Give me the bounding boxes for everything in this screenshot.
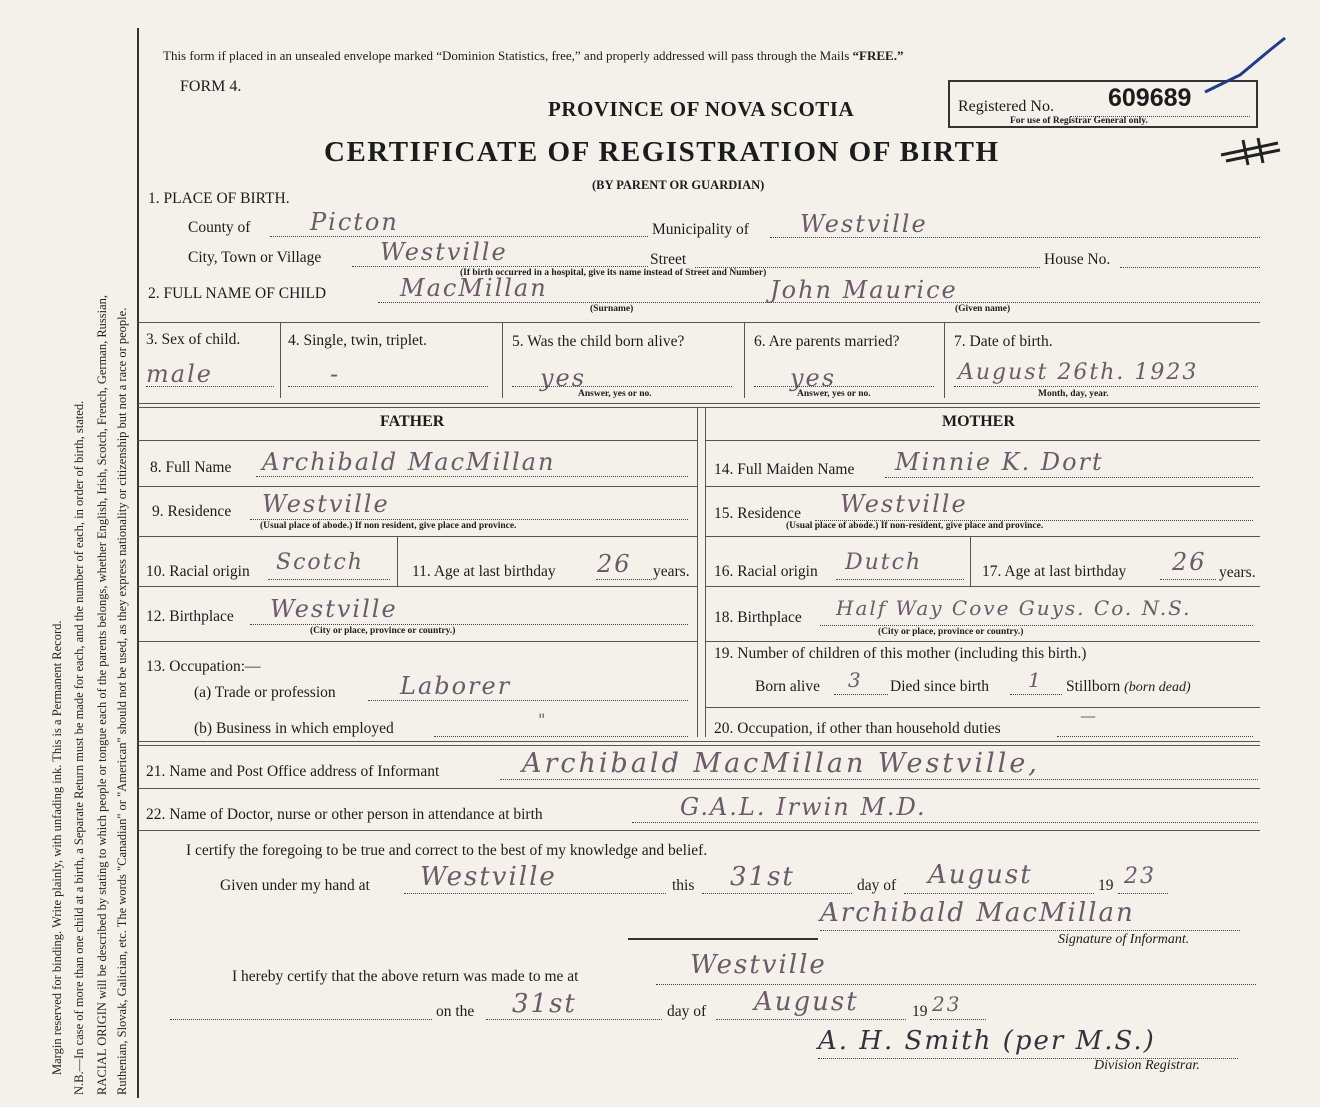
margin-note-racial-origin: RACIAL ORIGIN will be described by stating to which people or tongue each of the parents belongs, whether English, Irish, Scotch, French, German, Russian, bbox=[95, 294, 109, 1095]
given-day-value: 31st bbox=[730, 862, 795, 892]
father-residence-label: 9. Residence bbox=[152, 503, 232, 520]
day-of-label: day of bbox=[857, 877, 897, 894]
mother-age-years: years. bbox=[1219, 564, 1256, 581]
father-trade-label: (a) Trade or profession bbox=[194, 684, 336, 701]
informant-signature: Archibald MacMillan bbox=[820, 898, 1135, 928]
registered-label: Registered No. bbox=[958, 98, 1054, 115]
stamp-tick-mark bbox=[1200, 30, 1290, 100]
answer-caption-6: Answer, yes or no. bbox=[797, 389, 871, 399]
plurality-value: - bbox=[330, 360, 341, 388]
mother-age-value: 26 bbox=[1172, 548, 1207, 576]
father-name-value: Archibald MacMillan bbox=[262, 448, 556, 476]
county-label: County of bbox=[188, 219, 251, 236]
father-age-years: years. bbox=[653, 563, 690, 580]
on-the-label: on the bbox=[436, 1003, 475, 1020]
municipality-value: Westville bbox=[800, 210, 928, 238]
ink-scribble-mark bbox=[1218, 135, 1288, 170]
registrar-signature-caption: Division Registrar. bbox=[1094, 1058, 1200, 1073]
father-age-label: 11. Age at last birthday bbox=[412, 563, 556, 580]
died-since-birth-label: Died since birth bbox=[890, 678, 990, 695]
mother-occupation-label: 20. Occupation, if other than household duties bbox=[714, 720, 1001, 737]
certificate-title: CERTIFICATE OF REGISTRATION OF BIRTH bbox=[324, 136, 1000, 168]
given-name-caption: (Given name) bbox=[955, 304, 1011, 314]
doctor-label: 22. Name of Doctor, nurse or other person in attendance at birth bbox=[146, 806, 543, 823]
given-place-value: Westville bbox=[420, 862, 557, 892]
registrar-note: For use of Registrar General only. bbox=[1010, 116, 1148, 126]
mother-residence-value: Westville bbox=[840, 490, 968, 518]
form-number: FORM 4. bbox=[180, 78, 242, 95]
margin-note-racial-origin-cont: Ruthenian, Slovak, Galician, etc. The words "Canadian" or "American" should not be used, as they express nationality or citizenship but not a race or people. bbox=[115, 307, 129, 1095]
certification-statement: I certify the foregoing to be true and correct to the best of my knowledge and belief. bbox=[186, 842, 708, 859]
father-birthplace-value: Westville bbox=[270, 595, 398, 623]
father-heading: FATHER bbox=[380, 413, 445, 430]
county-value: Picton bbox=[310, 208, 399, 236]
return-year-prefix: 19 bbox=[912, 1003, 928, 1020]
house-number-label: House No. bbox=[1044, 251, 1111, 268]
hospital-note: (If birth occurred in a hospital, give its name instead of Street and Number) bbox=[460, 268, 767, 278]
mother-birthplace-caption: (City or place, province or country.) bbox=[878, 627, 1024, 637]
given-under-label: Given under my hand at bbox=[220, 877, 370, 894]
stillborn-label bbox=[1066, 678, 1191, 696]
born-alive-question: 5. Was the child born alive? bbox=[512, 333, 685, 350]
city-label: City, Town or Village bbox=[188, 249, 322, 266]
father-race-value: Scotch bbox=[276, 550, 364, 575]
mother-birthplace-value: Half Way Cove Guys. Co. N.S. bbox=[836, 596, 1192, 620]
registrar-statement: I hereby certify that the above return was made to me at bbox=[232, 968, 579, 985]
return-month-value: August bbox=[754, 987, 859, 1017]
born-alive-label: Born alive bbox=[755, 678, 820, 695]
given-year-value: 23 bbox=[1124, 864, 1156, 889]
mother-race-label: 16. Racial origin bbox=[714, 563, 818, 580]
stillborn-caption: (born dead) bbox=[1124, 680, 1191, 695]
father-business-label: (b) Business in which employed bbox=[194, 720, 394, 737]
parents-married-answer: yes bbox=[790, 364, 837, 392]
registrar-signature: A. H. Smith (per M.S.) bbox=[818, 1026, 1156, 1056]
given-month-value: August bbox=[928, 860, 1033, 890]
father-birthplace-caption: (City or place, province or country.) bbox=[310, 626, 456, 636]
plurality-label: 4. Single, twin, triplet. bbox=[288, 332, 428, 349]
father-residence-value: Westville bbox=[262, 490, 390, 518]
mother-occupation-value: — bbox=[1080, 706, 1098, 725]
father-name-label: 8. Full Name bbox=[150, 459, 232, 476]
margin-rule bbox=[137, 28, 139, 1098]
died-since-birth-value: 1 bbox=[1028, 668, 1043, 692]
mother-age-label: 17. Age at last birthday bbox=[982, 563, 1127, 580]
dob-caption: Month, day, year. bbox=[1038, 389, 1109, 399]
postal-note bbox=[163, 48, 903, 64]
father-birthplace-label: 12. Birthplace bbox=[146, 608, 234, 625]
sex-label: 3. Sex of child. bbox=[146, 331, 241, 348]
surname-caption: (Surname) bbox=[590, 304, 634, 314]
doctor-value: G.A.L. Irwin M.D. bbox=[680, 793, 927, 821]
stillborn-text: Stillborn bbox=[1066, 678, 1121, 695]
return-year-value: 23 bbox=[932, 992, 962, 1016]
given-year-prefix: 19 bbox=[1098, 877, 1114, 894]
mother-residence-caption: (Usual place of abode.) If non-resident, give place and province. bbox=[786, 521, 1044, 531]
born-alive-value: 3 bbox=[848, 668, 863, 692]
informant-label: 21. Name and Post Office address of Informant bbox=[146, 763, 440, 780]
certificate-subtitle: (BY PARENT OR GUARDIAN) bbox=[592, 178, 765, 192]
postal-note-free: “FREE.” bbox=[852, 48, 904, 63]
city-value: Westville bbox=[380, 238, 508, 266]
return-place-value: Westville bbox=[690, 950, 827, 980]
father-age-value: 26 bbox=[597, 550, 632, 578]
mother-heading: MOTHER bbox=[942, 413, 1015, 430]
child-given-name-value: John Maurice bbox=[770, 276, 958, 304]
place-of-birth-heading: 1. PLACE OF BIRTH. bbox=[148, 190, 290, 207]
mother-name-value: Minnie K. Dort bbox=[895, 448, 1104, 476]
mother-children-label: 19. Number of children of this mother (including this birth.) bbox=[714, 645, 1087, 662]
answer-caption-5: Answer, yes or no. bbox=[578, 389, 652, 399]
child-name-label: 2. FULL NAME OF CHILD bbox=[148, 285, 327, 302]
postal-note-text: This form if placed in an unsealed envelope marked “Dominion Statistics, free,” and properly addressed will pass through the Mails bbox=[163, 48, 853, 63]
return-day-value: 31st bbox=[512, 989, 577, 1019]
informant-signature-caption: Signature of Informant. bbox=[1058, 932, 1190, 947]
province-heading: PROVINCE OF NOVA SCOTIA bbox=[548, 97, 855, 121]
sex-value: male bbox=[146, 360, 213, 388]
municipality-label: Municipality of bbox=[652, 221, 749, 238]
mother-birthplace-label: 18. Birthplace bbox=[714, 609, 802, 626]
margin-note-binding: Margin reserved for binding. Write plainly, with unfading ink. This is a Permanent Record. bbox=[50, 620, 64, 1075]
child-surname-value: MacMillan bbox=[400, 274, 548, 302]
father-occupation-label: 13. Occupation:— bbox=[146, 658, 261, 675]
mother-race-value: Dutch bbox=[845, 550, 923, 575]
father-residence-caption: (Usual place of abode.) If non resident, give place and province. bbox=[260, 521, 517, 531]
mother-residence-label: 15. Residence bbox=[714, 505, 801, 522]
registered-value: 609689 bbox=[1108, 84, 1192, 112]
father-race-label: 10. Racial origin bbox=[146, 563, 250, 580]
father-business-value: " bbox=[538, 710, 548, 729]
dob-value: August 26th. 1923 bbox=[958, 360, 1199, 385]
parents-married-question: 6. Are parents married? bbox=[754, 333, 900, 350]
informant-value: Archibald MacMillan Westville, bbox=[522, 748, 1040, 779]
street-label: Street bbox=[650, 251, 687, 268]
margin-note-separate-return: N.B.—In case of more than one child at a birth, a Separate Return must be made for each, and the number of each, in order of birth, stated. bbox=[72, 400, 86, 1095]
dob-label: 7. Date of birth. bbox=[954, 333, 1053, 350]
born-alive-answer: yes bbox=[540, 364, 587, 392]
father-trade-value: Laborer bbox=[400, 672, 512, 700]
mother-name-label: 14. Full Maiden Name bbox=[714, 461, 855, 478]
this-label: this bbox=[672, 877, 695, 894]
return-day-of-label: day of bbox=[667, 1003, 707, 1020]
